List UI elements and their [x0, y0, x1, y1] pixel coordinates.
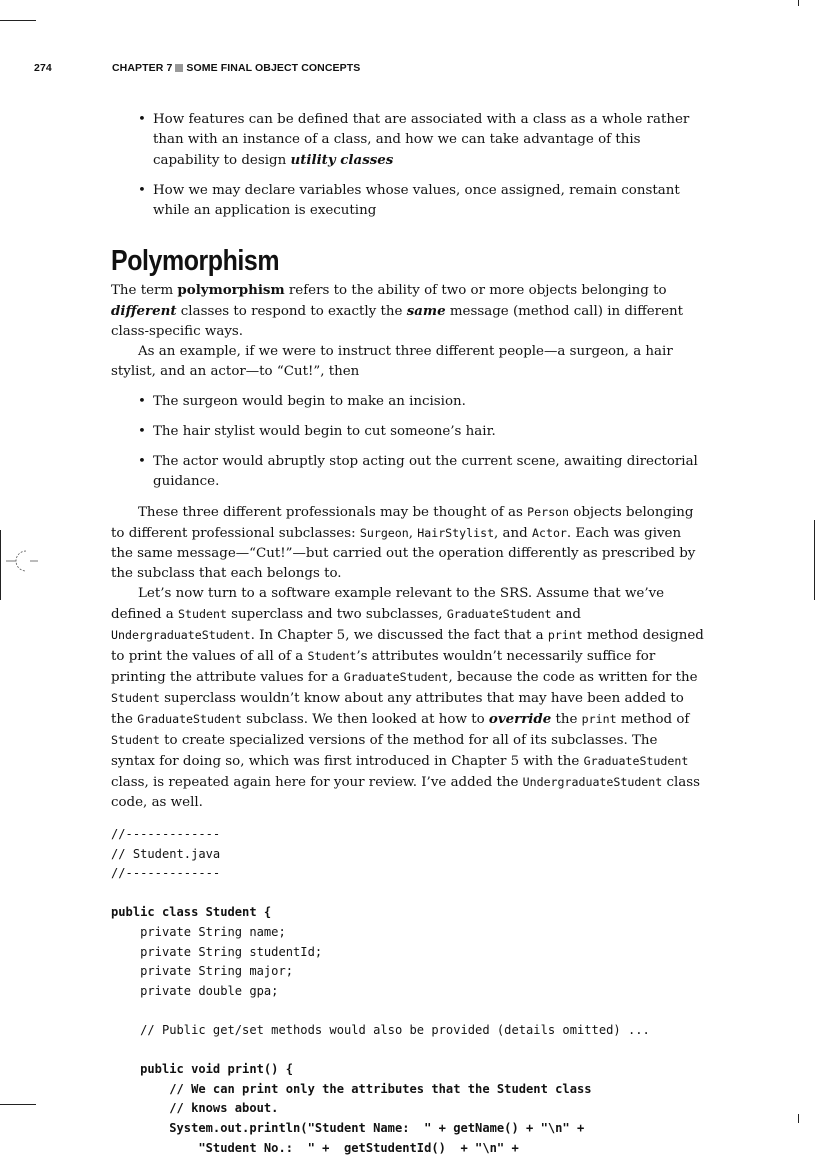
code-listing — [111, 825, 705, 1158]
code-line: private String major; — [111, 964, 294, 979]
registration-mark-icon — [4, 548, 38, 574]
list-item: • The actor would abruptly stop acting out the current scene, awaiting directorial guidance. — [138, 454, 698, 489]
code-line: // Student.java — [111, 846, 221, 861]
list-item: • The hair stylist would begin to cut someone’s hair. — [111, 422, 705, 442]
code-line: private double gpa; — [111, 983, 279, 998]
bullet-icon: • — [138, 424, 146, 439]
chapter-title: CHAPTER 7 SOME FINAL OBJECT CONCEPTS — [112, 62, 361, 74]
intro-bullet-list — [111, 110, 705, 221]
code-line: private String studentId; — [111, 944, 323, 959]
section-heading: Polymorphism — [111, 245, 280, 277]
paragraph: These three different professionals may be thought of as Person objects belonging to different professional subclasses: Surgeon, HairStylist, and Actor. Each was given the same message—“Cut!”—but carried out the operation differently as prescribed by the subclass that each belongs to. — [111, 505, 696, 581]
paragraph: Let’s now turn to a software example relevant to the SRS. Assume that we’ve defined a Student superclass and two subclasses, GraduateStudent and UndergraduateStudent. In Chapter 5, we discussed the fact that a print method designed to print the values of all of a Student’s attributes wouldn’t necessarily suffice for printing the attribute values for a GraduateStudent, because the code as written for the Student superclass wouldn’t know about any attributes that may have been added to the GraduateStudent subclass. We then looked at how to override the print method of Student to create specialized versions of the method for all of its subclasses. The syntax for doing so, which was first introduced in Chapter 5 with the GraduateStudent class, is repeated again here for your review. I’ve added the UndergraduateStudent class code, as well. — [111, 586, 704, 810]
code-line: // knows about. — [111, 1101, 279, 1116]
code-line: private String name; — [111, 924, 286, 939]
page-number: 274 — [34, 62, 52, 74]
list-item: • How we may declare variables whose values, once assigned, remain constant while an application is executing — [138, 183, 680, 218]
code-line: //------------- — [111, 827, 221, 841]
page-body — [111, 110, 705, 1158]
crop-mark — [0, 530, 1, 600]
example-bullet-list — [111, 392, 705, 492]
code-line: // We can print only the attributes that the Student class — [111, 1081, 592, 1096]
crop-mark — [798, 0, 799, 6]
code-line: public class Student { — [111, 905, 272, 920]
paragraph: The term polymorphism refers to the ability of two or more objects belonging to different classes to respond to exactly the same message (method call) in different class-specific ways. — [111, 282, 684, 339]
paragraph: As an example, if we were to instruct three different people—a surgeon, a hair stylist, and an actor—to “Cut!”, then — [111, 344, 673, 379]
bullet-icon: • — [138, 183, 146, 198]
list-item: • How features can be defined that are associated with a class as a whole rather than with an instance of a class, and how we can take advantage of this capability to design utility classes — [138, 112, 690, 168]
code-line: "Student No.: " + getStudentId() + "\n" + — [111, 1140, 519, 1155]
bullet-icon: • — [138, 394, 146, 409]
bullet-icon: • — [138, 112, 146, 127]
code-line: public void print() { — [111, 1062, 294, 1077]
crop-mark — [0, 20, 36, 21]
list-item: • The surgeon would begin to make an incision. — [111, 392, 705, 412]
code-line: // Public get/set methods would also be provided (details omitted) ... — [111, 1022, 650, 1037]
code-line: System.out.println("Student Name: " + getName() + "\n" + — [111, 1120, 585, 1135]
crop-mark — [798, 1114, 799, 1123]
code-line: //------------- — [111, 866, 221, 881]
separator-icon — [175, 64, 183, 72]
crop-mark — [0, 1104, 36, 1105]
crop-mark — [814, 520, 815, 600]
bullet-icon: • — [138, 454, 146, 469]
